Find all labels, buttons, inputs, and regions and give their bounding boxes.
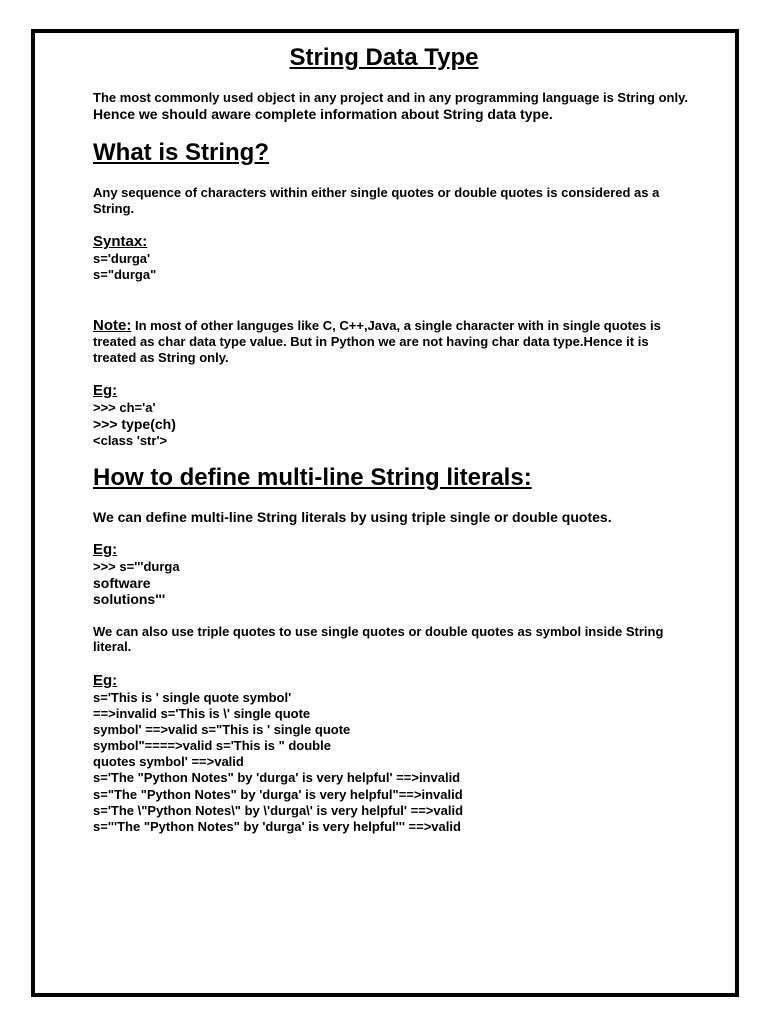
- eg3-line-1: s='This is ' single quote symbol': [93, 690, 292, 705]
- eg1-line-3: <class 'str'>: [93, 433, 168, 448]
- eg3-line-4: symbol"====>valid s='This is " double: [93, 738, 331, 753]
- eg1-line-1: >>> ch='a': [93, 400, 156, 415]
- eg1-label: Eg:: [93, 382, 118, 399]
- note-line-1: [93, 317, 661, 334]
- multiline-heading: How to define multi-line String literals:: [93, 464, 532, 491]
- syntax-line-1: s='durga': [93, 251, 151, 266]
- intro-line-2: Hence we should aware complete information about String data type.: [93, 106, 553, 122]
- eg3-line-9: s='''The "Python Notes" by 'durga' is very helpful''' ==>valid: [93, 819, 461, 834]
- eg3-line-6: s='The "Python Notes" by 'durga' is very helpful' ==>invalid: [93, 770, 461, 785]
- eg3-line-5: quotes symbol' ==>valid: [93, 754, 244, 769]
- triple-desc-line-1: We can also use triple quotes to use single quotes or double quotes as symbol inside String: [93, 624, 664, 639]
- note-text-1: In most of other languges like C, C++,Java, a single character with in single quotes is: [134, 318, 661, 333]
- note-line-3: treated as String only.: [93, 350, 229, 365]
- multiline-desc: We can define multi-line String literals by using triple single or double quotes.: [93, 509, 612, 525]
- eg3-line-8: s='The \"Python Notes\" by \'durga\' is very helpful' ==>valid: [93, 803, 464, 818]
- eg2-line-1: >>> s='''durga: [93, 559, 180, 574]
- eg1-line-2: >>> type(ch): [93, 416, 176, 432]
- page-title: String Data Type: [289, 44, 479, 71]
- eg2-line-3: solutions''': [93, 591, 166, 607]
- eg3-label: Eg:: [93, 672, 118, 689]
- eg3-line-3: symbol' ==>valid s="This is ' single quote: [93, 722, 351, 737]
- what-desc-line-2: String.: [93, 201, 135, 216]
- syntax-label: Syntax:: [93, 233, 148, 250]
- eg2-line-2: software: [93, 575, 151, 591]
- eg3-line-7: s="The "Python Notes" by 'durga' is very helpful"==>invalid: [93, 787, 463, 802]
- what-is-string-heading: What is String?: [93, 139, 269, 166]
- syntax-line-2: s="durga": [93, 267, 157, 282]
- eg3-line-2: ==>invalid s='This is \' single quote: [93, 706, 311, 721]
- triple-desc-line-2: literal.: [93, 639, 132, 654]
- note-line-2: treated as char data type value. But in Python we are not having char data type.Hence it is: [93, 334, 649, 349]
- what-desc-line-1: Any sequence of characters within either single quotes or double quotes is considered as a: [93, 185, 660, 200]
- eg2-label: Eg:: [93, 541, 118, 558]
- note-label: Note:: [93, 317, 132, 334]
- intro-line-1: The most commonly used object in any project and in any programming language is String only.: [93, 90, 688, 105]
